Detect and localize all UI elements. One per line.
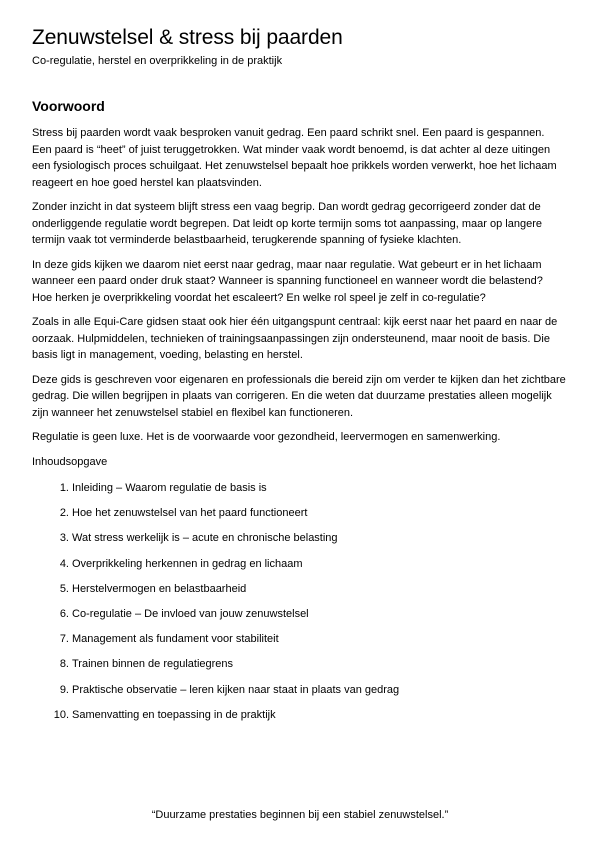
toc-item-number: 7. bbox=[59, 633, 69, 646]
toc-item bbox=[32, 556, 572, 581]
foreword-heading: Voorwoord bbox=[32, 98, 105, 114]
toc-item-number: 10. bbox=[53, 708, 69, 721]
foreword-paragraph-4: Zoals in alle Equi-Care gidsen staat ook hier één uitgangspunt centraal: kijk eerst naar het paard en naar de oorzaak. Hulpmiddelen, technieken of trainingsaanpassingen zijn ondersteunend, maar nooit de basis. Die basis ligt in management, voeding, belasting en herstel. bbox=[32, 316, 558, 361]
toc-item-text: Samenvatting en toepassing in de praktijk bbox=[72, 708, 276, 721]
foreword-paragraph-2: Zonder inzicht in dat systeem blijft stress een vaag begrip. Dan wordt gedrag gecorrigeerd zonder dat de onderliggende regulatie wordt begrepen. Dat leidt op korte termijn soms tot aanpassing, maar op langere termijn vaak tot verminderde belastbaarheid, terugkerende spanning of fysieke klachten. bbox=[32, 201, 542, 246]
toc-item bbox=[32, 505, 572, 530]
table-of-contents bbox=[32, 480, 572, 732]
foreword-paragraph-5: Deze gids is geschreven voor eigenaren en professionals die bereid zijn om verder te kijken dan het zichtbare gedrag. Die willen begrijpen in plaats van corrigeren. En die weten dat duurzame prestaties alleen mogelijk zijn wanneer het zenuwstelsel stabiel en flexibel kan functioneren. bbox=[32, 373, 566, 419]
toc-item-text: Management als fundament voor stabiliteit bbox=[72, 633, 279, 646]
toc-item-number: 6. bbox=[59, 607, 69, 620]
toc-item-number: 2. bbox=[59, 507, 69, 520]
toc-item-text: Praktische observatie – leren kijken naar staat in plaats van gedrag bbox=[72, 683, 400, 696]
toc-item bbox=[32, 581, 572, 606]
toc-item-text: Overprikkeling herkennen in gedrag en lichaam bbox=[72, 557, 303, 570]
toc-item-number: 4. bbox=[59, 557, 69, 570]
foreword-paragraph-1: Stress bij paarden wordt vaak besproken vanuit gedrag. Een paard schrikt snel. Een paard is gespannen. Een paard is “heet” of juist teruggetrokken. Wat minder vaak wordt benoemd, is dat achter al deze uitingen een fysiologisch proces schuilgaat. Het zenuwstelsel bepaalt hoe prikkels worden verwerkt, hoe het lichaam reageert en hoe goed herstel kan plaatsvinden. bbox=[32, 127, 557, 189]
toc-item bbox=[32, 606, 572, 631]
toc-item-number: 5. bbox=[59, 582, 69, 595]
toc-item-text: Co-regulatie – De invloed van jouw zenuwstelsel bbox=[72, 607, 309, 620]
document-page bbox=[32, 26, 572, 732]
toc-item-number: 3. bbox=[59, 532, 69, 545]
toc-item-number: 8. bbox=[59, 658, 69, 671]
document-title: Zenuwstelsel & stress bij paarden bbox=[32, 26, 343, 49]
toc-item-number: 1. bbox=[59, 482, 69, 494]
toc-item bbox=[32, 631, 572, 656]
toc-item bbox=[32, 530, 572, 555]
toc-item-number: 9. bbox=[59, 683, 69, 696]
closing-quote: “Duurzame prestaties beginnen bij een stabiel zenuwstelsel.” bbox=[151, 809, 449, 821]
toc-item bbox=[32, 682, 572, 707]
toc-heading: Inhoudsopgave bbox=[32, 455, 108, 468]
toc-item-text: Herstelvermogen en belastbaarheid bbox=[72, 582, 247, 595]
toc-item-text: Hoe het zenuwstelsel van het paard functioneert bbox=[72, 507, 308, 520]
toc-item-text: Trainen binnen de regulatiegrens bbox=[72, 658, 234, 671]
foreword-paragraph-3: In deze gids kijken we daarom niet eerst naar gedrag, maar naar regulatie. Wat gebeurt er in het lichaam wanneer een paard onder druk staat? Wanneer is spanning functioneel en wanneer wordt die belastend? Hoe herken je overprikkeling voordat het escaleert? En welke rol speel je zelf in co-regulatie? bbox=[32, 258, 543, 304]
toc-item-text: Wat stress werkelijk is – acute en chronische belasting bbox=[72, 532, 338, 545]
document-subtitle: Co-regulatie, herstel en overprikkeling in de praktijk bbox=[32, 55, 283, 67]
foreword-paragraph-6: Regulatie is geen luxe. Het is de voorwaarde voor gezondheid, leervermogen en samenwerking. bbox=[32, 431, 501, 443]
toc-item bbox=[32, 480, 572, 505]
toc-item bbox=[32, 656, 572, 681]
toc-item bbox=[32, 707, 572, 732]
toc-item-text: Inleiding – Waarom regulatie de basis is bbox=[72, 482, 267, 494]
